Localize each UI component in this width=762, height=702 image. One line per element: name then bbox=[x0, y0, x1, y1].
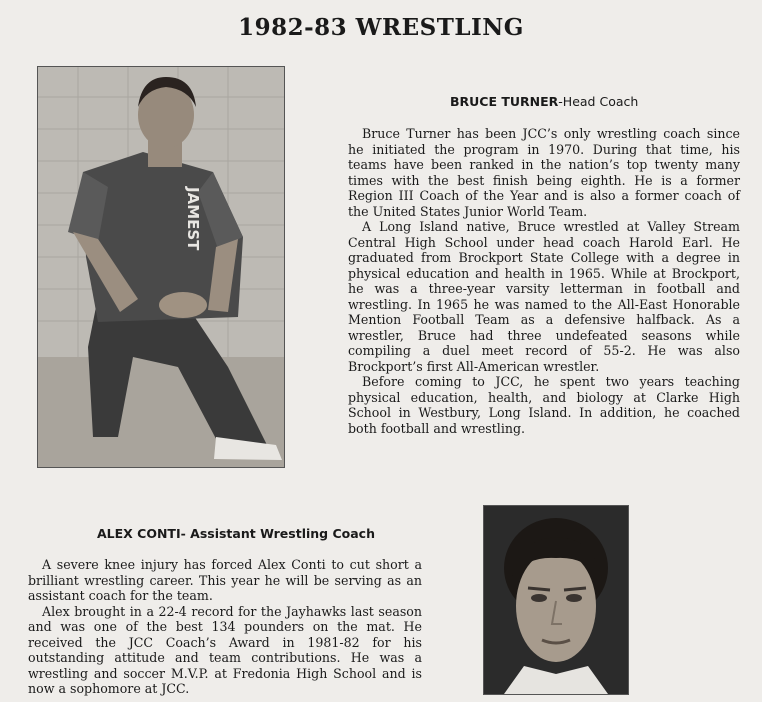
page-title: 1982-83 WRESTLING bbox=[238, 14, 524, 41]
head-coach-paragraph: Bruce Turner has been JCC’s only wrestling coach since he initiated the program in 1970. During that time, his teams have been ranked in the nation’s top twenty many times with the best finish being eighth. He is a former Region III Coach of the Year and is also a former coach of the United States Junior World Team. bbox=[348, 126, 740, 219]
head-coach-name: BRUCE TURNER bbox=[450, 94, 559, 109]
assistant-coach-paragraph: Alex brought in a 22-4 record for the Jayhawks last season and was one of the best 134 pounders on the mat. He received the JCC Coach’s Award in 1981-82 for his outstanding attitude and team contributions. He was a wrestling and soccer M.V.P. at Fredonia High School and is now a sophomore at JCC. bbox=[28, 603, 422, 696]
assistant-coach-photo bbox=[483, 505, 629, 695]
assistant-coach-paragraph: A severe knee injury has forced Alex Conti to cut short a brilliant wrestling career. This year he will be serving as an assistant coach for the team. bbox=[28, 557, 422, 603]
head-coach-heading bbox=[450, 94, 638, 109]
shirt-lettering: JAMEST bbox=[184, 187, 202, 251]
assistant-coach-bio bbox=[28, 557, 422, 697]
head-coach-bio bbox=[348, 126, 740, 436]
head-coach-paragraph: A Long Island native, Bruce wrestled at Valley Stream Central High School under head coach Harold Earl. He graduated from Brockport State College with a degree in physical education and health in 1965. While at Brockport, he was a three-year varsity letterman in football and wrestling. In 1965 he was named to the All-East Honorable Mention Football Team as a defensive halfback. As a wrestler, Bruce had three undefeated seasons while compiling a duel meet record of 55-2. He was also Brockport’s first All-American wrestler. bbox=[348, 219, 740, 374]
assistant-coach-role: - Assistant Wrestling Coach bbox=[180, 526, 375, 541]
head-coach-photo bbox=[37, 66, 285, 468]
head-coach-role: -Head Coach bbox=[558, 94, 639, 109]
assistant-coach-name: ALEX CONTI bbox=[97, 526, 181, 541]
head-coach-paragraph: Before coming to JCC, he spent two years teaching physical education, health, and biology at Clarke High School in Westbury, Long Island. In addition, he coached both football and wrestling. bbox=[348, 374, 740, 436]
assistant-coach-heading bbox=[97, 526, 375, 541]
